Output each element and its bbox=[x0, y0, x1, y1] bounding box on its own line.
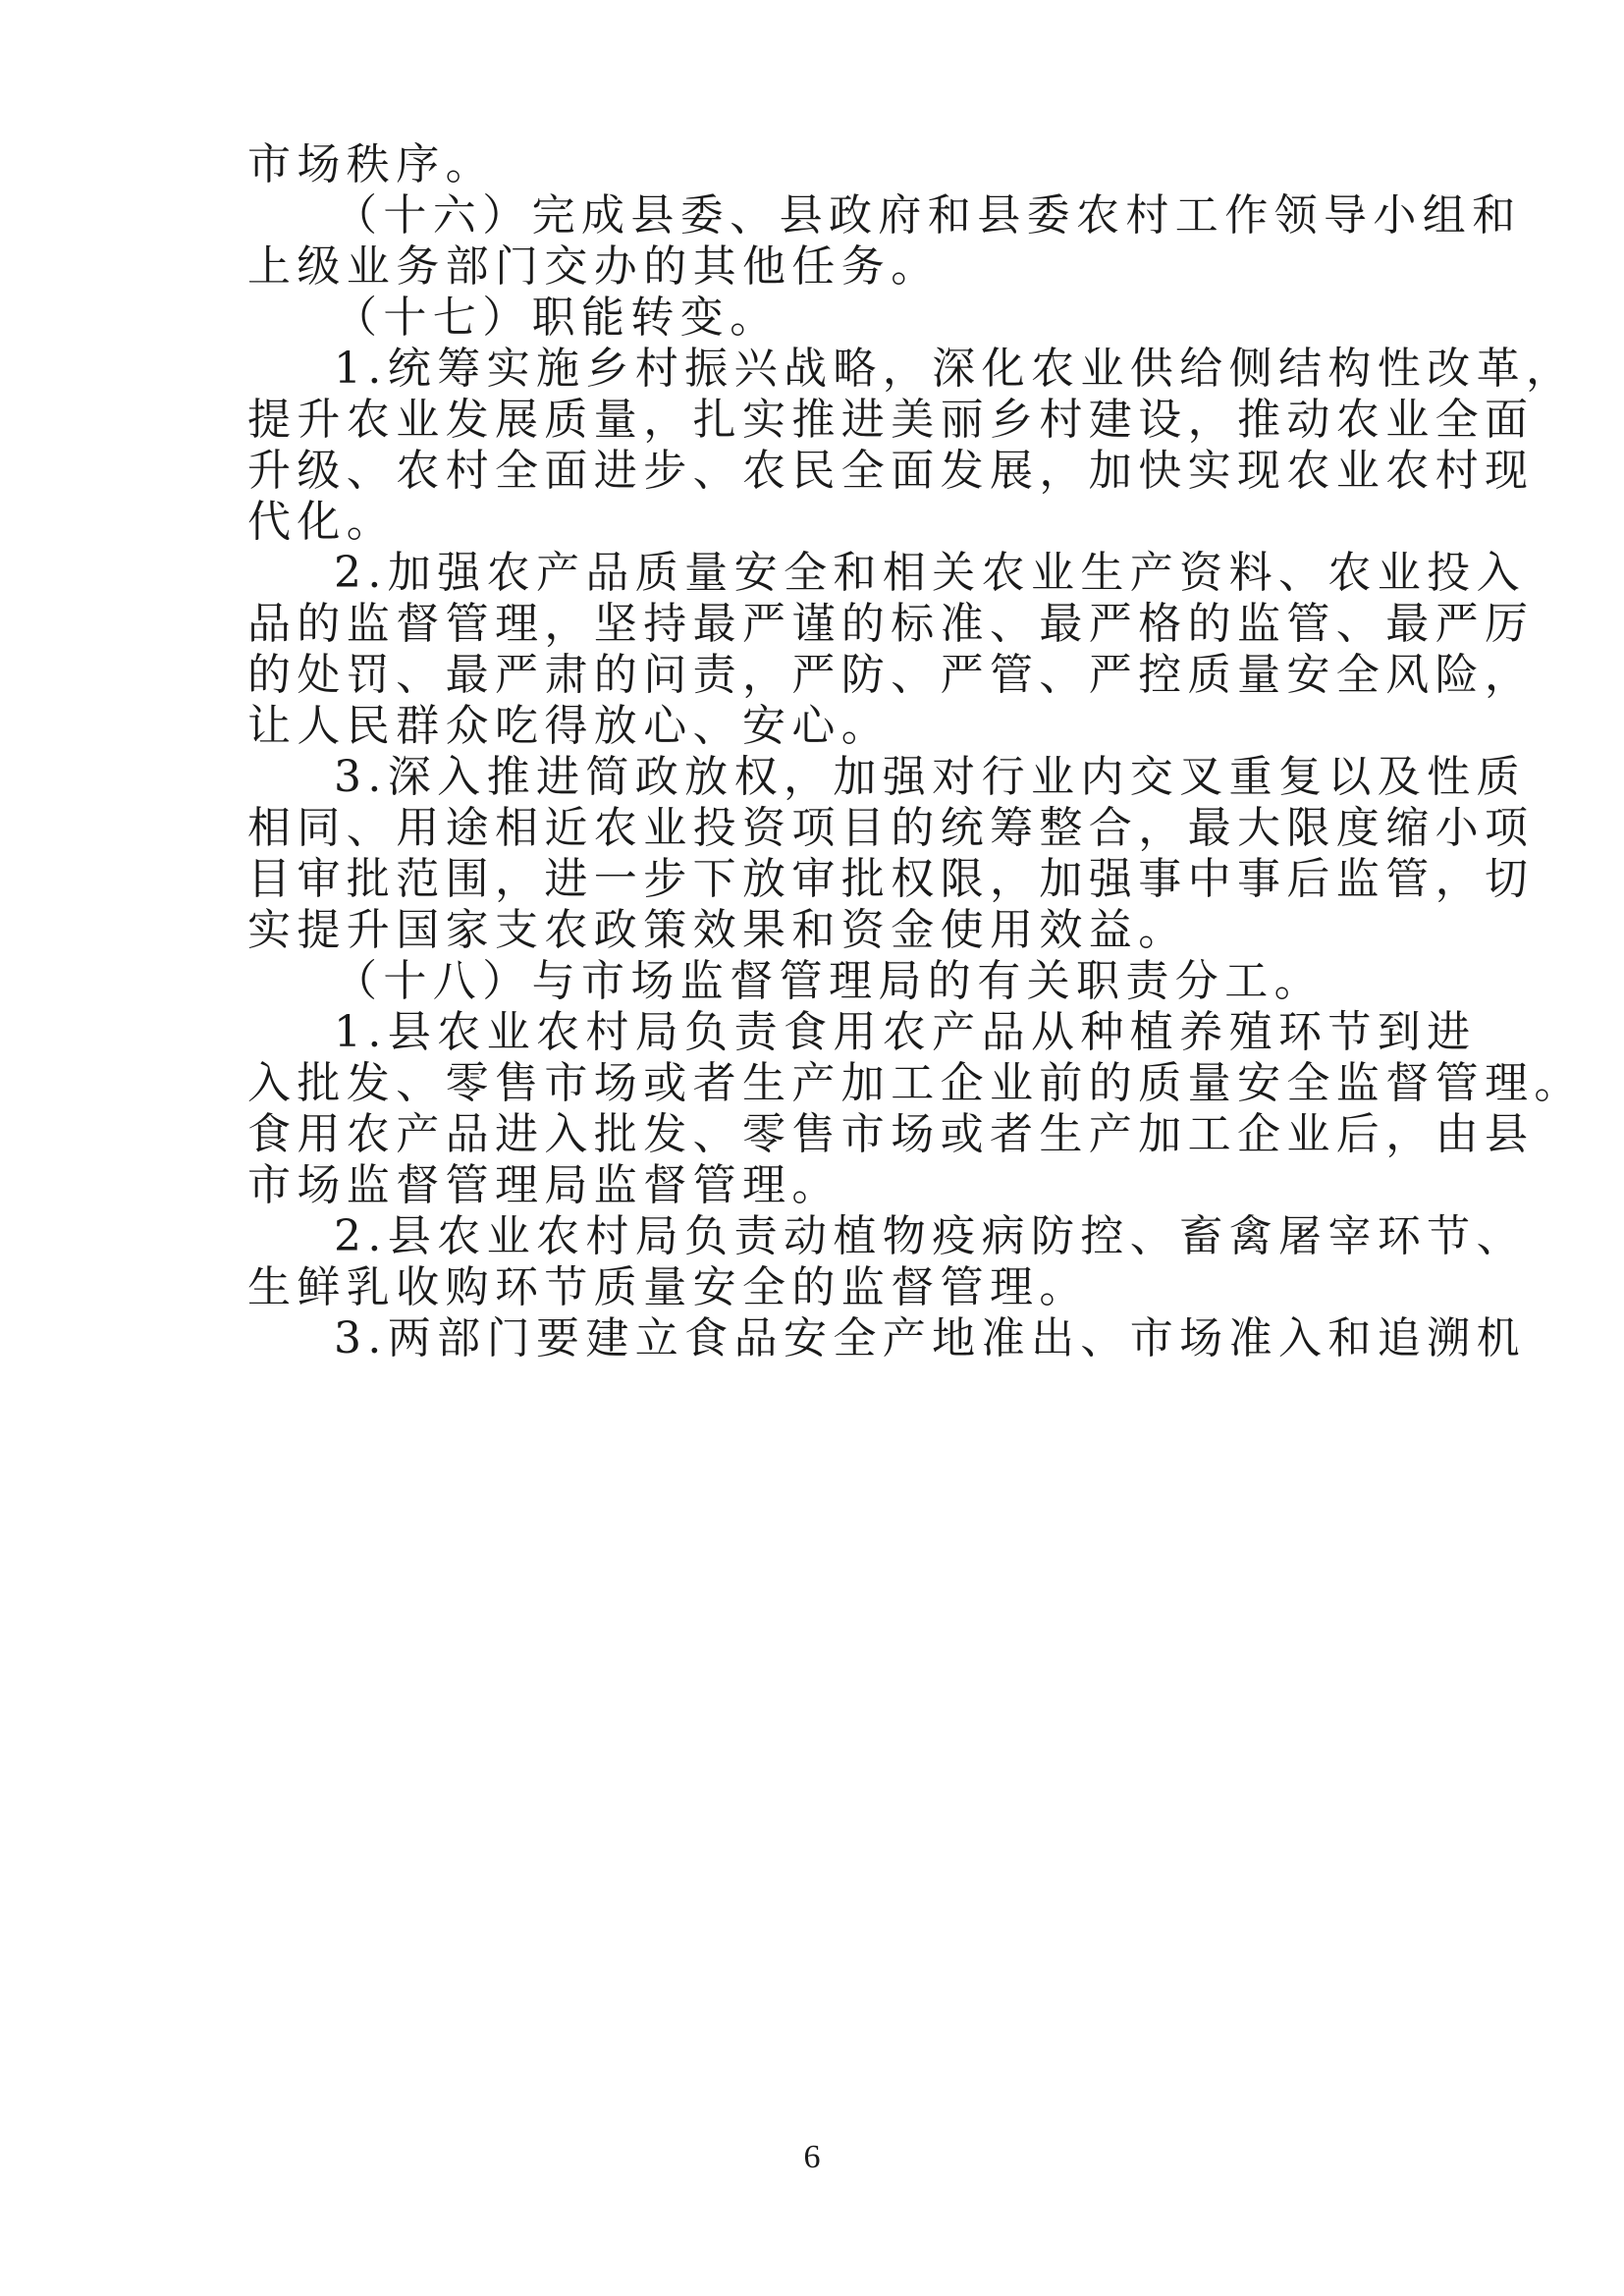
text-line: 品的监督管理，坚持最严谨的标准、最严格的监管、最严厉 bbox=[247, 599, 1535, 649]
page-number: 6 bbox=[803, 2139, 821, 2175]
text-line: 代化。 bbox=[247, 497, 397, 547]
text-line: 入批发、零售市场或者生产加工企业前的质量安全监督管理。 bbox=[247, 1058, 1584, 1108]
paragraph-start: 2.县农业农村局负责动植物疫病防控、畜禽屠宰环节、 bbox=[334, 1211, 1526, 1261]
paragraph-start: 3.两部门要建立食品安全产地准出、市场准入和追溯机 bbox=[334, 1313, 1526, 1363]
paragraph-start: 1.县农业农村局负责食用农产品从种植养殖环节到进 bbox=[334, 1007, 1477, 1057]
paragraph-start: 2.加强农产品质量安全和相关农业生产资料、农业投入 bbox=[334, 548, 1526, 598]
text-line: 相同、用途相近农业投资项目的统筹整合，最大限度缩小项 bbox=[247, 803, 1535, 853]
text-line: 生鲜乳收购环节质量安全的监督管理。 bbox=[247, 1262, 1089, 1312]
text-line: 提升农业发展质量，扎实推进美丽乡村建设，推动农业全面 bbox=[247, 395, 1535, 445]
section-heading: （十七）职能转变。 bbox=[334, 293, 780, 343]
text-line: 升级、农村全面进步、农民全面发展，加快实现农业农村现 bbox=[247, 446, 1535, 496]
section-heading: （十六）完成县委、县政府和县委农村工作领导小组和 bbox=[334, 190, 1522, 240]
text-line: 食用农产品进入批发、零售市场或者生产加工企业后，由县 bbox=[247, 1109, 1535, 1159]
paragraph-start: 3.深入推进简政放权，加强对行业内交叉重复以及性质 bbox=[334, 752, 1526, 802]
text-line: 市场秩序。 bbox=[247, 139, 495, 189]
text-line: 上级业务部门交办的其他任务。 bbox=[247, 241, 941, 292]
text-line: 实提升国家支农政策效果和资金使用效益。 bbox=[247, 905, 1188, 955]
text-line: 目审批范围，进一步下放审批权限，加强事中事后监管，切 bbox=[247, 854, 1535, 904]
section-heading: （十八）与市场监督管理局的有关职责分工。 bbox=[334, 956, 1324, 1006]
text-line: 市场监督管理局监督管理。 bbox=[247, 1160, 841, 1210]
paragraph-start: 1.统筹实施乡村振兴战略，深化农业供给侧结构性改革， bbox=[334, 344, 1576, 394]
text-line: 的处罚、最严肃的问责，严防、严管、严控质量安全风险， bbox=[247, 650, 1535, 700]
text-line: 让人民群众吃得放心、安心。 bbox=[247, 701, 892, 751]
